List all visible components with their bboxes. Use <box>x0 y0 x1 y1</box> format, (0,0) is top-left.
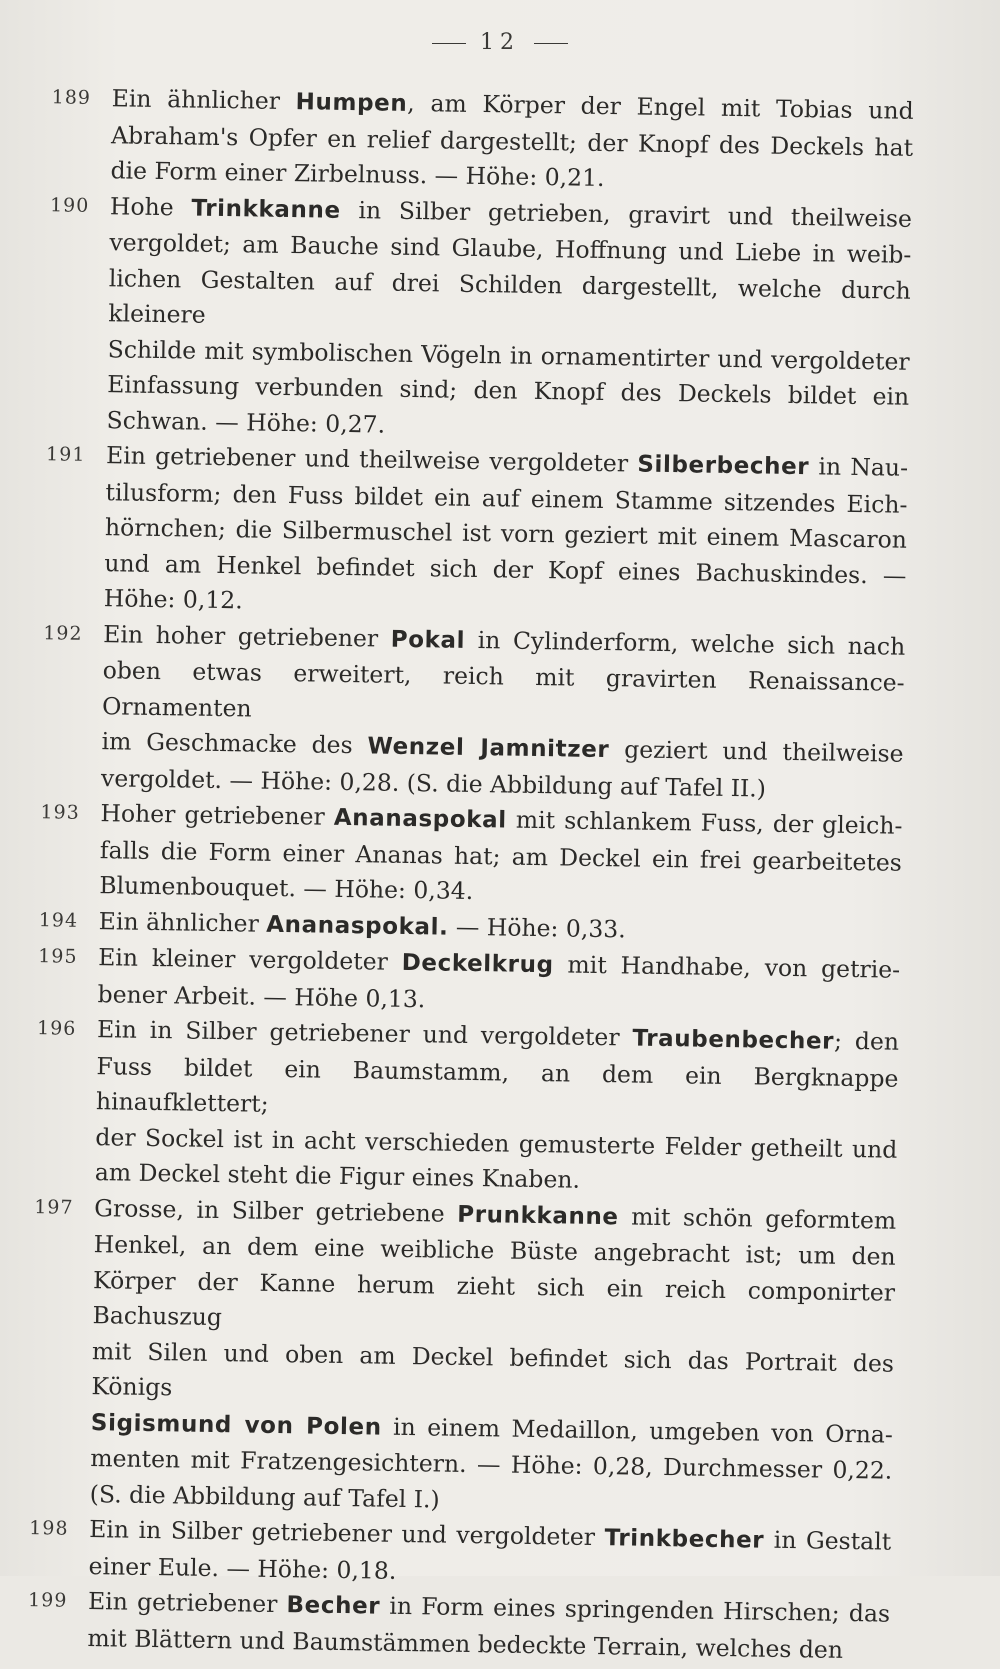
header-dash-left <box>432 43 466 44</box>
entry-number: 197 <box>34 1190 74 1226</box>
entry-text: Ein kleiner vergoldeter <box>98 943 402 976</box>
entry-text: Grosse, in Silber getriebene <box>94 1194 457 1228</box>
item-keyword: Deckelkrug <box>401 950 553 978</box>
entry-text: und am Henkel befindet sich der Kopf eines Bachuskindes. — <box>104 549 906 590</box>
entry-text: Ein in Silber getriebener und vergoldeter <box>89 1515 605 1551</box>
entry-text: falls die Form einer Ananas hat; am Deckel ein frei gearbeitetes <box>100 836 902 877</box>
entry-text: einer Eule. — Höhe: 0,18. <box>88 1552 396 1585</box>
item-keyword: Trinkbecher <box>604 1525 764 1554</box>
item-keyword: Becher <box>286 1592 380 1619</box>
entry-text: mit Silen und oben am Deckel befindet sich das Portrait des Königs <box>91 1337 894 1402</box>
item-keyword: Trinkkanne <box>191 195 341 223</box>
entry-text: am Deckel steht die Figur eines Knaben. <box>95 1158 581 1194</box>
entry-text: — Höhe: 0,33. <box>448 912 626 943</box>
entry-text: bener Arbeit. — Höhe 0,13. <box>97 980 425 1013</box>
header-dash-right <box>534 43 568 44</box>
entry-number: 195 <box>38 939 78 975</box>
catalogue-entry <box>10 1511 891 1597</box>
entry-text: mit Blättern und Baumstämmen bedeckte Terrain, welches den <box>87 1624 843 1664</box>
entry-text: Abraham's Opfer en relief dargestellt; der Knopf des Deckels hat <box>111 121 913 162</box>
entry-text: Höhe: 0,12. <box>104 584 243 614</box>
page-header <box>0 30 1000 55</box>
catalogue-entry <box>9 1583 890 1669</box>
entry-text: (S. die Abbildung auf Tafel I.) <box>90 1480 440 1513</box>
entry-text: in Silber getrieben, gravirt und theilweise <box>340 195 912 232</box>
entry-text: in Nau- <box>809 452 908 482</box>
entry-text: geziert und theilweise <box>609 735 904 768</box>
entry-text: Hohe <box>110 192 192 221</box>
entry-number: 199 <box>28 1583 68 1619</box>
entry-text: in Form eines springenden Hirschen; das <box>380 1592 890 1628</box>
entry-text: mit Handhabe, von getrie- <box>553 950 900 983</box>
entry-text: Schwan. — Höhe: 0,27. <box>106 406 385 438</box>
item-keyword: Wenzel Jamnitzer <box>367 733 609 763</box>
item-keyword: Prunkkanne <box>457 1201 619 1230</box>
entry-text: Hoher getriebener <box>100 799 334 831</box>
entry-text: in einem Medaillon, umgeben von Orna- <box>381 1412 893 1448</box>
item-keyword: Pokal <box>391 626 466 653</box>
entry-number: 192 <box>43 616 83 652</box>
entry-line <box>102 653 905 737</box>
entry-number: 194 <box>39 903 79 939</box>
catalogue-entry <box>23 615 906 808</box>
item-keyword: Sigismund von Polen <box>91 1410 382 1441</box>
entry-text: Einfassung verbunden sind; den Knopf des Deckels bildet ein <box>107 370 909 411</box>
catalogue-entry <box>28 187 912 450</box>
entry-number: 196 <box>37 1011 77 1047</box>
entry-text: mit schön geformtem <box>618 1202 896 1234</box>
page-number: 12 <box>480 30 520 55</box>
entry-text: oben etwas erweitert, reich mit gravirten Renaissance-Ornamenten <box>102 656 905 722</box>
item-keyword: Ananaspokal. <box>266 911 449 940</box>
entry-number: 198 <box>29 1511 69 1547</box>
item-keyword: Humpen <box>295 89 407 117</box>
entry-text: ; den <box>834 1027 899 1056</box>
entry-text: Fuss bildet ein Baumstamm, an dem ein Bergknappe hinaufklettert; <box>96 1052 899 1118</box>
catalogue-entry <box>32 80 914 201</box>
entry-number: 193 <box>40 795 80 831</box>
entry-text: Ein in Silber getriebener und vergoldeter <box>97 1015 633 1051</box>
entry-text: in Cylinderform, welche sich nach <box>465 625 906 660</box>
catalogue-entry <box>17 1011 900 1203</box>
catalogue-entries <box>9 80 914 1669</box>
entry-text: Blumenbouquet. — Höhe: 0,34. <box>99 871 473 905</box>
entry-text: vergoldet. — Höhe: 0,28. (S. die Abbildung auf Tafel II.) <box>101 764 766 802</box>
catalogue-entry <box>19 939 900 1025</box>
entry-text: Ein getriebener <box>88 1587 287 1618</box>
entry-text: in Gestalt <box>764 1526 891 1556</box>
entry-text: tilusform; den Fuss bildet ein auf einem Stamme sitzendes Eich- <box>105 478 907 519</box>
item-keyword: Traubenbecher <box>632 1026 834 1055</box>
entry-text: die Form einer Zirbelnuss. — Höhe: 0,21. <box>110 156 604 192</box>
catalogue-entry <box>21 795 903 916</box>
entry-text: der Sockel ist in acht verschieden gemusterte Felder getheilt und <box>95 1123 897 1164</box>
item-keyword: Ananaspokal <box>334 805 507 834</box>
entry-text: vergoldet; am Bauche sind Glaube, Hoffnung und Liebe in weib- <box>109 228 911 269</box>
item-keyword: Silberbecher <box>637 452 809 481</box>
entry-number: 190 <box>50 188 90 224</box>
entry-line <box>92 1263 895 1347</box>
entry-text: mit schlankem Fuss, der gleich- <box>507 806 903 840</box>
entry-text: Körper der Kanne herum zieht sich ein reich componirter Bachuszug <box>92 1266 895 1332</box>
entry-text: Henkel, an dem eine weibliche Büste angebracht ist; um den <box>94 1230 896 1271</box>
entry-text: lichen Gestalten auf drei Schilden dargestellt, welche durch kleinere <box>108 264 911 329</box>
catalogue-entry <box>26 437 909 629</box>
entry-text: Ein getriebener und theilweise vergoldeter <box>106 441 638 477</box>
entry-text: Ein ähnlicher <box>112 84 296 115</box>
entry-text: menten mit Fratzengesichtern. — Höhe: 0,28, Durchmesser 0,22. <box>90 1444 892 1485</box>
entry-text: Schilde mit symbolischen Vögeln in ornamentirter und vergoldeter <box>108 335 910 376</box>
catalogue-entry <box>12 1189 897 1524</box>
entry-text: Ein ähnlicher <box>99 907 267 938</box>
entry-line <box>108 261 911 345</box>
entry-text: Ein hoher getriebener <box>103 620 391 653</box>
entry-line <box>96 1049 899 1133</box>
entry-text: hörnchen; die Silbermuschel ist vorn geziert mit einem Mascaron <box>105 513 907 554</box>
entry-text: im Geschmacke des <box>101 727 367 759</box>
entry-text: , am Körper der Engel mit Tobias und <box>407 89 914 125</box>
entry-number: 189 <box>51 80 91 116</box>
entry-number: 191 <box>46 437 86 473</box>
entry-line <box>91 1334 894 1418</box>
